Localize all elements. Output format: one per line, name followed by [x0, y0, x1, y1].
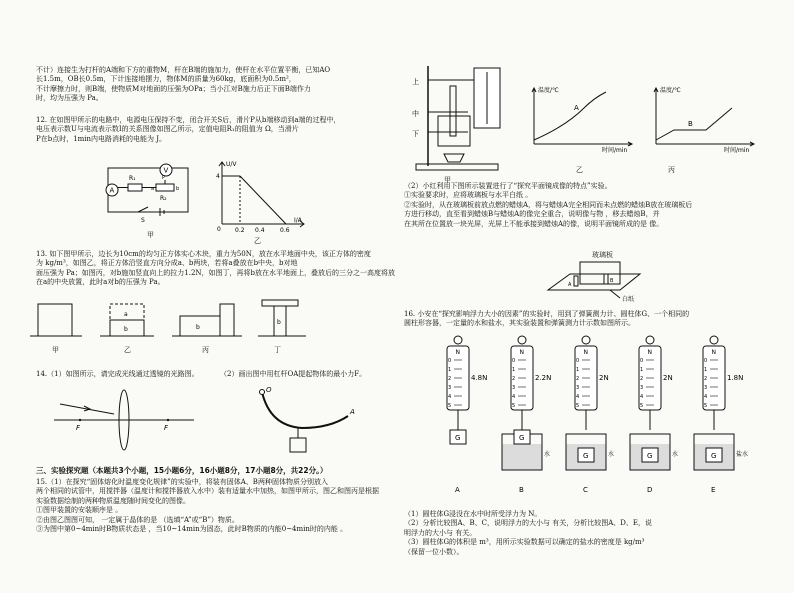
- q16-questions: [404, 510, 784, 557]
- scale-hook-ring: [710, 336, 718, 344]
- text-line: （3）圆柱体G的体积是 m³，用所示实验数据可以确定的盐水的密度是 kg/m³: [404, 538, 645, 547]
- q16-text: [404, 310, 784, 329]
- liquid-label: 水: [544, 451, 551, 458]
- text-line: （2）分析比较图A、B、C，说明浮力的大小与 有关，分析比较图A、D、E，说: [404, 519, 653, 528]
- text-line: 在其所在位置放一块光屏，光屏上不能承接到蜡烛A的像，说明平面镜所成的是 像。: [404, 219, 664, 228]
- scale-tick-label: 4: [640, 394, 644, 400]
- scale-tick-label: 2: [576, 376, 580, 382]
- curve-label: A: [574, 104, 579, 112]
- scale-tick-label: 1: [704, 367, 708, 373]
- text-line: 不计摩擦力时，则B端，使物质M对地面的压强为OPa；当小江对B施力后正下面B端作力: [36, 84, 311, 93]
- r1-label: R₁: [129, 175, 136, 182]
- text-line: 时，均为压强为 Pa。: [36, 94, 103, 103]
- scale-unit: N: [711, 349, 716, 356]
- scale-tick-label: 5: [512, 403, 516, 409]
- scale-tick-label: 4: [576, 394, 580, 400]
- scale-tick-label: 3: [640, 385, 644, 391]
- text-line: 12. 在如图甲所示的电路中，电源电压保持不变，闭合开关S后，滑片P从b端移动到a端的过程中，: [36, 116, 341, 124]
- x-axis-label: 时间/min: [602, 147, 628, 154]
- apparatus-label: 上: [412, 78, 419, 86]
- scale-tick-label: 3: [576, 385, 580, 391]
- scale-tick-label: 5: [448, 403, 452, 409]
- cylinder-label: G: [583, 452, 589, 460]
- end-label: A: [350, 408, 355, 416]
- text-line: 长1.5m，OB长0.5m，下计连接地摆力，物体M的质量为60kg，底面积为0.5m²，: [36, 75, 296, 84]
- end-b-label: b: [176, 186, 180, 192]
- apparatus-label: 下: [412, 130, 419, 138]
- text-line: 为 kg/m³，如图乙，将正方体沿竖直方向分成a、b两块，若将a叠放在b中央，b对地: [36, 259, 298, 268]
- text-line: 方进行移动，直至看到蜡烛B与蜡烛A的像完全重合，说明像与物 ，移去蜡烛B，并: [404, 210, 660, 219]
- scale-tick-label: 2: [704, 376, 708, 382]
- scale-reading: 2.2N: [535, 374, 552, 382]
- scale-reading: 1.8N: [727, 374, 744, 382]
- text-line: 在a的中央放置，此时a对b的压强为 Pa。: [36, 278, 165, 287]
- scale-reading: 4.8N: [471, 374, 488, 382]
- fig-label: 甲: [52, 346, 59, 354]
- q15-text: [36, 478, 401, 535]
- block-label: b: [277, 319, 281, 326]
- y-axis-label: 温度/℃: [538, 87, 559, 94]
- q12-text: [36, 116, 401, 144]
- u-i-graph: [208, 158, 308, 234]
- q14-part1: 14.（1）如图所示，请完成光线通过透镜的光路图。: [36, 370, 199, 378]
- scale-tick-label: 2: [640, 376, 644, 382]
- scale-tick-label: 0: [576, 358, 580, 364]
- x-axis-label: I/A: [294, 217, 302, 224]
- plane-mirror-setup: [540, 256, 650, 302]
- fig-label: 丁: [274, 346, 281, 354]
- text-line: （保留一位小数）。: [404, 547, 464, 556]
- scale-tick-label: 5: [640, 403, 644, 409]
- liquid-label: 水: [608, 451, 615, 458]
- spring-scales-svg: [436, 334, 776, 498]
- cylinder-label: G: [711, 452, 717, 460]
- text-line: ①实验要求时，应将玻璃板与水平白纸 。: [404, 191, 533, 200]
- scale-unit: N: [519, 349, 524, 356]
- scale-reading: 2N: [599, 374, 609, 382]
- x-tick: 0.2: [235, 227, 245, 234]
- figure-letter: E: [711, 486, 716, 494]
- q15-part2-text: [404, 182, 784, 229]
- focus-label: F: [76, 424, 81, 432]
- scale-tick-label: 1: [576, 367, 580, 373]
- text-line: P在b点时，1min内电路消耗的电能为 J。: [36, 134, 167, 143]
- q13-block-figures: [30, 296, 310, 358]
- fig-label: 乙: [124, 346, 131, 354]
- white-paper-label: 白纸: [622, 296, 635, 302]
- text-line: 圆柱形容器，一定量的水和盐水，其实验装置和弹簧测力计示数如图所示。: [404, 319, 635, 328]
- text-line: 电压表示数U与电流表示数I的关系图像如图乙所示，定值电阻R₁的阻值为 Ω，当滑片: [36, 125, 299, 134]
- scale-hook-ring: [518, 336, 526, 344]
- scale-tick-label: 0: [640, 358, 644, 364]
- scale-tick-label: 0: [704, 358, 708, 364]
- fig-label: 丙: [668, 166, 675, 174]
- text-line: ②由图乙图图可知， 一定属于晶体的是 （选填“A”或“B”）物质。: [36, 515, 239, 524]
- voltmeter-label: V: [163, 166, 169, 175]
- spring-scale-figure: [436, 334, 776, 498]
- figure-letter: A: [455, 486, 460, 494]
- y-axis-label: U/V: [226, 161, 237, 168]
- scale-tick-label: 2: [448, 376, 452, 382]
- text-line: ③为图中第0~4min时B物质状态是 ，当10~14min为固态，此时B物质的内能0~4min时的内能 。: [36, 525, 348, 534]
- text-line: 16. 小安在“探究影响浮力大小的因素”的实验时，用到了弹簧测力计、圆柱体G、一个相同的: [404, 310, 690, 318]
- scale-tick-label: 0: [512, 358, 516, 364]
- block-label: a: [124, 311, 128, 318]
- figure-letter: D: [647, 486, 653, 494]
- scale-tick-label: 1: [640, 367, 644, 373]
- heating-apparatus: [408, 62, 508, 174]
- text-line: 15.（1）在探究“固体熔化时温度变化规律”的实验中，将装有固体A、B两种固体物质分别放入: [36, 478, 328, 486]
- scale-unit: N: [583, 349, 588, 356]
- cylinder-label: G: [647, 452, 653, 460]
- glass-plate-label: 玻璃板: [592, 251, 613, 259]
- scale-tick-label: 3: [704, 385, 708, 391]
- scale-tick-label: 5: [576, 403, 580, 409]
- scale-tick-label: 1: [448, 367, 452, 373]
- text-line: ②实验时，从在玻璃板前放点燃的蜡烛A，将与蜡烛A完全相同而未点燃的蜡烛B放在玻璃板后: [404, 200, 693, 209]
- text-line: ①图甲装置的安装顺序是 。: [36, 506, 123, 515]
- focus-label: F: [164, 424, 169, 432]
- lever-diagram: [250, 384, 360, 460]
- q13-text: [36, 250, 401, 288]
- text-line: 面压强为 Pa；如图丙，对b施加竖直向上的拉力1.2N，如图丁，再将b放在水平地面上，叠放后的三分之一高度将放: [36, 268, 396, 277]
- liquid-label: 水: [672, 451, 679, 458]
- q14-part2: （2）画出图中用杠杆OA提起物体的最小力F。: [220, 370, 367, 378]
- q11-continued: [36, 66, 396, 104]
- fig-label: 丙: [202, 346, 209, 354]
- apparatus-label: 中: [412, 110, 419, 118]
- end-a-label: a: [151, 186, 155, 192]
- candle-a-label: A: [568, 282, 572, 288]
- scale-hook-ring: [454, 336, 462, 344]
- block-label: b: [196, 324, 200, 331]
- text-line: （1）圆柱体G浸没在水中时所受浮力为 N。: [404, 510, 542, 518]
- curve-label: B: [688, 120, 693, 128]
- pivot-label: O: [266, 386, 272, 394]
- scale-tick-label: 4: [704, 394, 708, 400]
- scale-tick-label: 3: [448, 385, 452, 391]
- scale-tick-label: 1: [512, 367, 516, 373]
- text-line: 明浮力的大小与 有关。: [404, 528, 477, 537]
- text-line: （2）小红利用下图所示装置进行了“探究平面镜成像的特点”实验。: [404, 182, 612, 190]
- scale-hook-ring: [582, 336, 590, 344]
- text-line: 实验数据绘制的两种物质温度随时间变化的图像。: [36, 496, 190, 505]
- y-tick: 4: [216, 173, 220, 180]
- scale-reading: 2N: [663, 374, 673, 382]
- liquid: [503, 444, 542, 470]
- fig-label: 甲: [444, 176, 451, 184]
- scale-tick-label: 5: [704, 403, 708, 409]
- block-label: b: [124, 326, 128, 333]
- temperature-graph-a: [526, 84, 636, 154]
- cylinder-label: G: [519, 434, 525, 442]
- slider-p-label: P: [162, 175, 166, 181]
- lens-diagram: [54, 384, 194, 454]
- scale-unit: N: [647, 349, 652, 356]
- scale-tick-label: 2: [512, 376, 516, 382]
- scale-hook-ring: [646, 336, 654, 344]
- x-tick: 0.4: [255, 227, 265, 234]
- fig-label-jia: 甲: [147, 231, 154, 239]
- figure-letter: B: [519, 486, 524, 494]
- fig-label-yi: 乙: [254, 237, 261, 245]
- fig-label: 乙: [576, 166, 583, 174]
- origin-label: 0: [217, 226, 221, 233]
- x-axis-label: 时间/min: [724, 147, 750, 154]
- text-line: 两个相同的试管中，用搅拌器（温度计和搅拌器放入水中）装有适量水中加热，如图甲所示，图乙和图丙是根据: [36, 487, 379, 496]
- scale-unit: N: [455, 349, 460, 356]
- cylinder-label: G: [455, 434, 461, 442]
- temperature-graph-b: [648, 84, 758, 154]
- section-title: 三、实验探究题（本题共3个小题，15小题6分，16小题8分，17小题8分，共22分。）: [36, 466, 328, 475]
- candle-b-label: B: [610, 278, 614, 284]
- scale-tick-label: 3: [512, 385, 516, 391]
- x-tick: 0.6: [280, 227, 290, 234]
- text-line: 13. 如下图甲所示，边长为10cm的均匀正方体实心木块，重力为50N，放在水平地面中央，该正方体的密度: [36, 250, 371, 258]
- circuit-diagram: [98, 158, 198, 226]
- scale-tick-label: 4: [448, 394, 452, 400]
- switch-label: S: [141, 217, 145, 224]
- scale-tick-label: 0: [448, 358, 452, 364]
- liquid-label: 盐水: [736, 451, 749, 458]
- scale-tick-label: 4: [512, 394, 516, 400]
- y-axis-label: 温度/℃: [660, 87, 681, 94]
- r2-label: R₂: [160, 195, 167, 202]
- ammeter-label: A: [109, 186, 115, 195]
- text-line: 不计）连接生为打杆的A端和下方的重物M，杆在B端的施加力，使杆在水平位置平衡，已知AO: [36, 66, 331, 74]
- figure-letter: C: [583, 486, 588, 494]
